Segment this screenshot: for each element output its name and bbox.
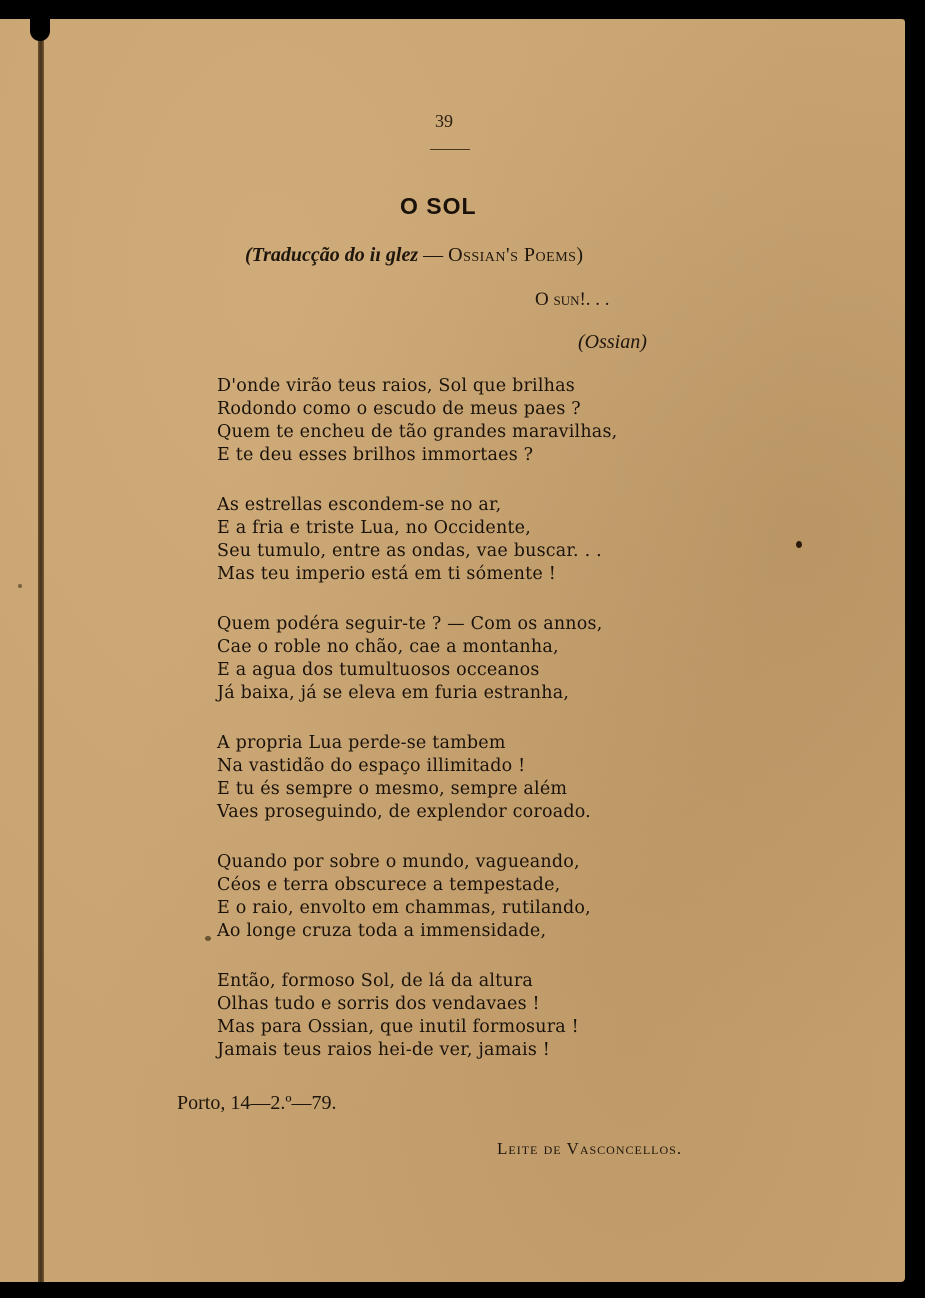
stanza xyxy=(217,970,717,1062)
epigraph: O sun!. . . xyxy=(535,289,610,310)
poem-line: Quem podéra seguir-te ? — Com os annos, xyxy=(217,614,603,634)
author-signature: Leite de Vasconcellos. xyxy=(497,1139,683,1158)
page-number-rule xyxy=(430,149,470,150)
place-date: Porto, 14—2.º—79. xyxy=(177,1092,337,1114)
poem-line: Rodondo como o escudo de meus paes ? xyxy=(217,399,581,419)
poem-line: Seu tumulo, entre as ondas, vae buscar. . . xyxy=(217,541,602,561)
poem-line: E te deu esses brilhos immortaes ? xyxy=(217,445,534,465)
poem-line: Então, formoso Sol, de lá da altura xyxy=(217,971,534,991)
ink-speck xyxy=(18,584,22,588)
stanza xyxy=(217,732,717,824)
poem-line: Ao longe cruza toda a immensidade, xyxy=(217,921,547,941)
subtitle-dash: — xyxy=(418,244,449,266)
poem-line: Céos e terra obscurece a tempestade, xyxy=(217,875,561,895)
poem-line: Olhas tudo e sorris dos vendavaes ! xyxy=(217,994,540,1014)
ink-speck xyxy=(205,936,211,941)
ink-speck xyxy=(796,541,802,548)
poem-line: Na vastidão do espaço illimitado ! xyxy=(217,756,526,776)
poem-line: E o raio, envolto em chammas, rutilando, xyxy=(217,898,591,918)
poem-body xyxy=(217,375,717,1089)
poem-line: E a agua dos tumultuosos occeanos xyxy=(217,660,540,680)
poem-line: E tu és sempre o mesmo, sempre além xyxy=(217,779,568,799)
poem-line: A propria Lua perde-se tambem xyxy=(217,733,506,753)
stanza xyxy=(217,613,717,705)
stanza xyxy=(217,375,717,467)
poem-line: Mas teu imperio está em ti sómente ! xyxy=(217,564,556,584)
stanza xyxy=(217,851,717,943)
poem-line: Quando por sobre o mundo, vagueando, xyxy=(217,852,580,872)
subtitle-translation-note: (Traducção do iı glez xyxy=(245,244,419,266)
poem-line: D'onde virão teus raios, Sol que brilhas xyxy=(217,376,575,396)
poem-line: Cae o roble no chão, cae a montanha, xyxy=(217,637,559,657)
epigraph-attribution: (Ossian) xyxy=(578,331,647,353)
poem-subtitle xyxy=(245,244,584,267)
stanza xyxy=(217,494,717,586)
poem-line: E a fria e triste Lua, no Occidente, xyxy=(217,518,531,538)
page-number: 39 xyxy=(435,111,453,131)
subtitle-source: Ossian's Poems) xyxy=(448,244,584,266)
poem-line: Jamais teus raios hei-de ver, jamais ! xyxy=(217,1040,551,1060)
book-gutter xyxy=(38,19,44,1282)
poem-line: Quem te encheu de tão grandes maravilhas, xyxy=(217,422,618,442)
binding-notch xyxy=(30,19,50,41)
book-page xyxy=(0,19,905,1282)
poem-line: Vaes proseguindo, de explendor coroado. xyxy=(217,802,591,822)
poem-line: Mas para Ossian, que inutil formosura ! xyxy=(217,1017,579,1037)
poem-line: Já baixa, já se eleva em furia estranha, xyxy=(217,683,570,703)
poem-line: As estrellas escondem-se no ar, xyxy=(217,495,502,515)
poem-title: O SOL xyxy=(400,193,477,219)
